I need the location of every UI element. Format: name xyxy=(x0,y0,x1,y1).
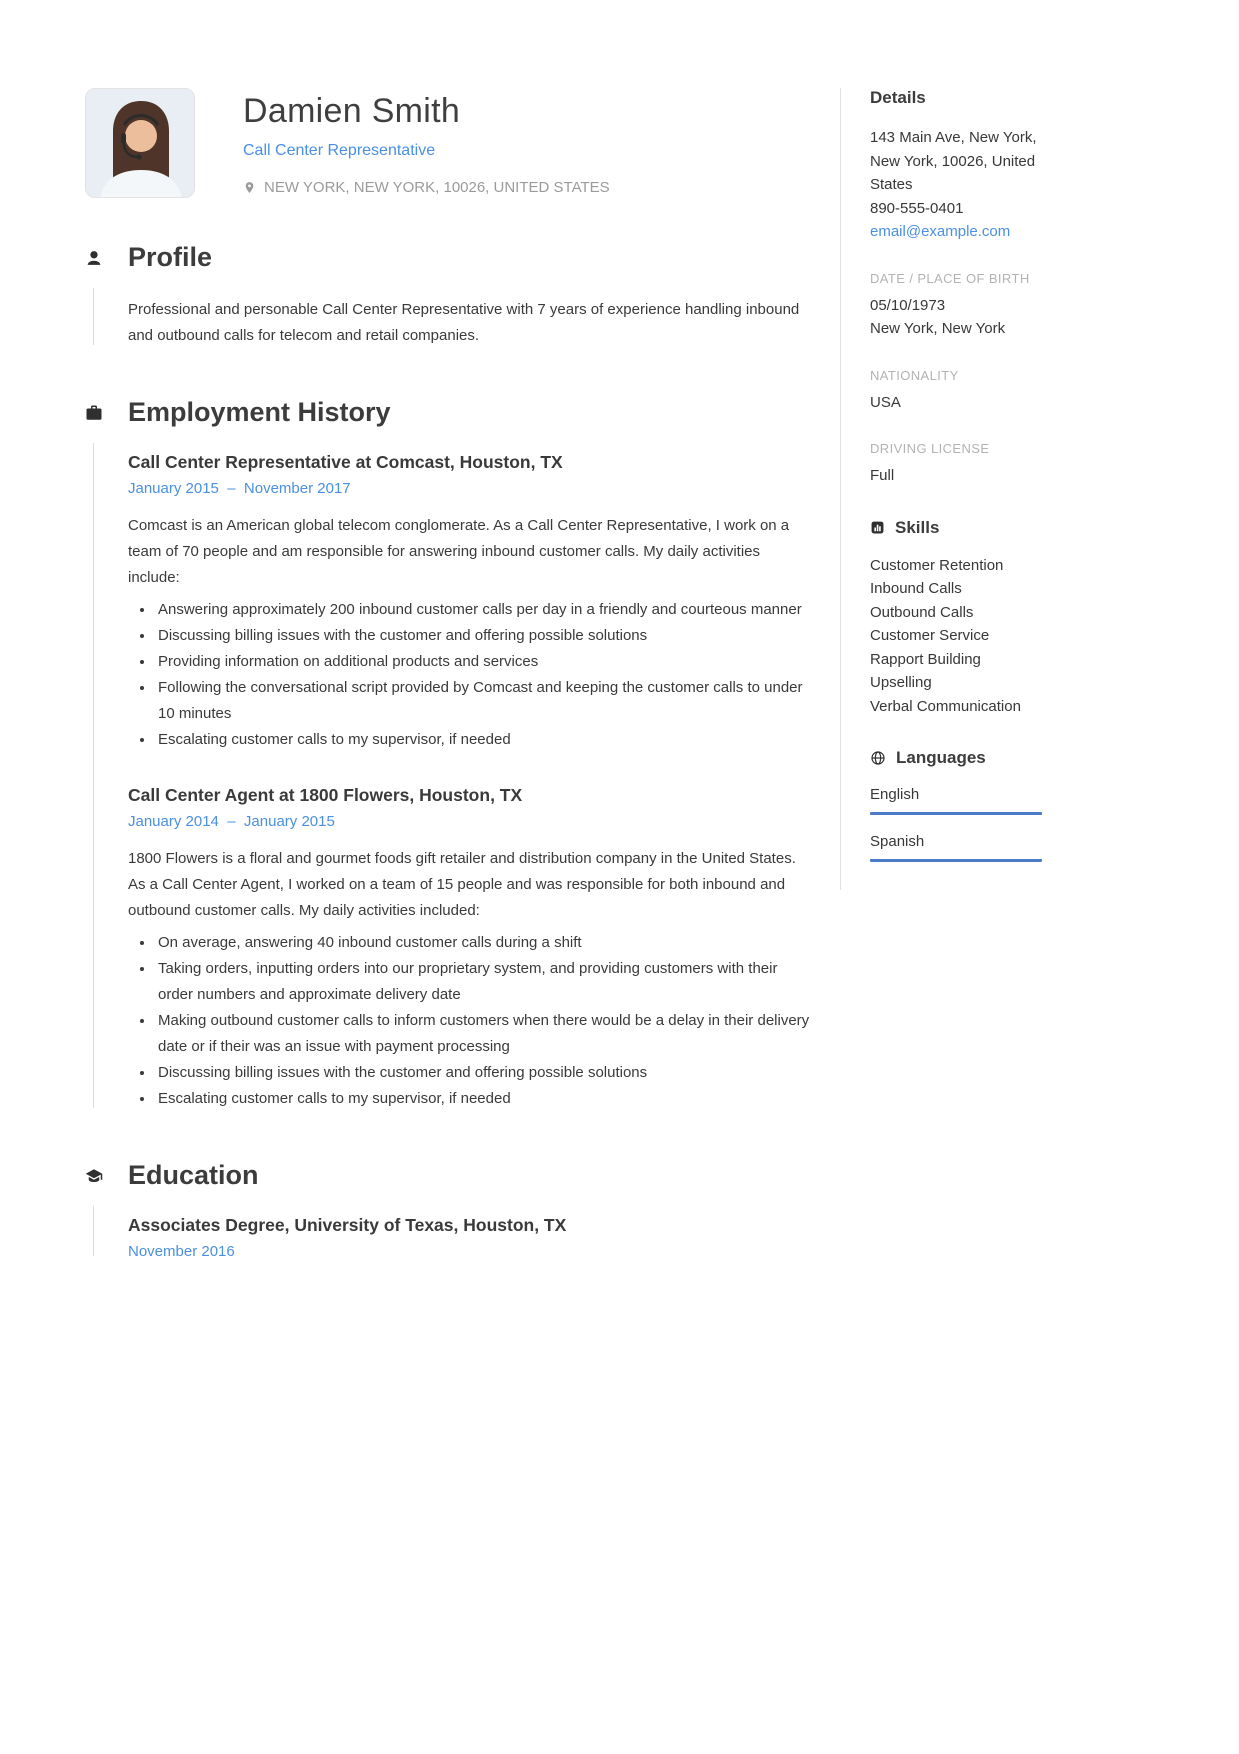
job-title: Call Center Representative at Comcast, Houston, TX xyxy=(128,452,563,472)
details-heading: Details xyxy=(870,88,926,107)
birth-date: 05/10/1973 xyxy=(870,296,946,314)
license-value: Full xyxy=(870,467,895,484)
skills-block xyxy=(870,518,1042,719)
skill-item: Customer Service xyxy=(870,627,990,644)
skill-item: Upselling xyxy=(870,674,932,691)
job-bullet: • Discussing billing issues with the customer and offering possible solutions xyxy=(155,623,811,649)
job-entry xyxy=(128,452,811,753)
education-entry xyxy=(128,1215,811,1260)
column-divider xyxy=(840,88,841,890)
skills-heading-row xyxy=(870,518,1042,538)
language-level-bar xyxy=(870,859,1042,862)
job-bullet-list xyxy=(128,930,811,1112)
job-bullet: • Escalating customer calls to my supervisor, if needed xyxy=(155,727,811,753)
skill-item: Verbal Communication xyxy=(870,697,1021,715)
job-bullet-list xyxy=(128,597,811,753)
job-dates: January 2014 – January 2015 xyxy=(128,813,335,830)
skills-list xyxy=(870,554,1042,719)
job-dates: January 2015 – November 2017 xyxy=(128,480,351,497)
license-block xyxy=(870,441,1042,488)
details-block xyxy=(870,88,1042,244)
person-icon xyxy=(85,249,103,267)
globe-icon xyxy=(870,750,886,766)
header-text xyxy=(243,88,610,198)
job-entry xyxy=(128,785,811,1112)
skill-item: Inbound Calls xyxy=(870,580,962,597)
candidate-location xyxy=(243,179,610,196)
skill-item: Rapport Building xyxy=(870,650,981,668)
job-bullet: • Taking orders, inputting orders into our proprietary system, and providing customers with their order numbers and approximate delivery date xyxy=(155,956,811,1008)
candidate-name: Damien Smith xyxy=(243,92,461,130)
sidebar xyxy=(870,88,1042,862)
candidate-title: Call Center Representative xyxy=(243,142,436,159)
skills-chart-icon xyxy=(870,520,885,535)
skills-heading: Skills xyxy=(895,517,940,537)
profile-heading: Profile xyxy=(128,242,213,272)
nationality-value: USA xyxy=(870,393,901,411)
license-label: DRIVING LICENSE xyxy=(870,441,990,456)
nationality-block xyxy=(870,368,1042,415)
details-address: 143 Main Ave, New York, New York, 10026, United States xyxy=(870,129,1037,193)
skill-item: Customer Retention xyxy=(870,556,1004,574)
job-bullet: • On average, answering 40 inbound customer calls during a shift xyxy=(155,930,811,956)
graduation-cap-icon xyxy=(85,1167,103,1185)
job-description: Comcast is an American global telecom conglomerate. As a Call Center Representative, I work on a team of 70 people and am responsible for answering inbound customer calls. My daily activities include: xyxy=(128,517,790,586)
profile-photo xyxy=(85,88,195,198)
education-dates: November 2016 xyxy=(128,1243,235,1260)
profile-photo-illustration xyxy=(86,89,195,198)
birth-place: New York, New York xyxy=(870,320,1006,337)
skill-item: Outbound Calls xyxy=(870,603,974,621)
languages-heading-row xyxy=(870,748,1042,768)
education-title: Associates Degree, University of Texas, Houston, TX xyxy=(128,1215,567,1235)
details-phone: 890-555-0401 xyxy=(870,199,964,217)
job-bullet: • Making outbound customer calls to inform customers when there would be a delay in their delivery date or if their was an issue with payment processing xyxy=(155,1008,811,1060)
job-bullet: • Following the conversational script provided by Comcast and keeping the customer calls to under 10 minutes xyxy=(155,675,811,727)
birth-block xyxy=(870,271,1042,341)
main-column xyxy=(85,88,811,1308)
languages-heading: Languages xyxy=(896,748,986,767)
language-name: English xyxy=(870,786,920,803)
profile-text: Professional and personable Call Center Representative with 7 years of experience handling inbound and outbound calls for telecom and retail companies. xyxy=(128,301,800,344)
languages-block xyxy=(870,748,1042,862)
job-description: 1800 Flowers is a floral and gourmet foods gift retailer and distribution company in the United States. As a Call Center Agent, I worked on a team of 15 people and was responsible for both inbound and outbound customer calls. My daily activities included: xyxy=(128,850,796,919)
details-email-link[interactable]: email@example.com xyxy=(870,223,1011,240)
candidate-location-text: NEW YORK, NEW YORK, 10026, UNITED STATES xyxy=(264,179,610,196)
birth-label: DATE / PLACE OF BIRTH xyxy=(870,270,1030,286)
resume-header xyxy=(85,88,811,198)
job-title: Call Center Agent at 1800 Flowers, Houston, TX xyxy=(128,785,523,805)
section-education xyxy=(85,1160,811,1260)
language-item xyxy=(870,786,1042,815)
job-bullet: • Discussing billing issues with the customer and offering possible solutions xyxy=(155,1060,811,1086)
language-level-bar xyxy=(870,812,1042,815)
job-bullet: • Escalating customer calls to my supervisor, if needed xyxy=(155,1086,811,1112)
section-employment xyxy=(85,397,811,1112)
language-item xyxy=(870,833,1042,862)
section-profile xyxy=(85,242,811,349)
education-heading: Education xyxy=(128,1160,259,1190)
briefcase-icon xyxy=(85,404,103,422)
job-bullet: • Providing information on additional products and services xyxy=(155,649,811,675)
language-name: Spanish xyxy=(870,833,925,850)
location-pin-icon xyxy=(243,181,256,194)
employment-heading: Employment History xyxy=(128,397,391,427)
nationality-label: NATIONALITY xyxy=(870,367,959,383)
job-bullet: • Answering approximately 200 inbound customer calls per day in a friendly and courteous manner xyxy=(155,597,811,623)
